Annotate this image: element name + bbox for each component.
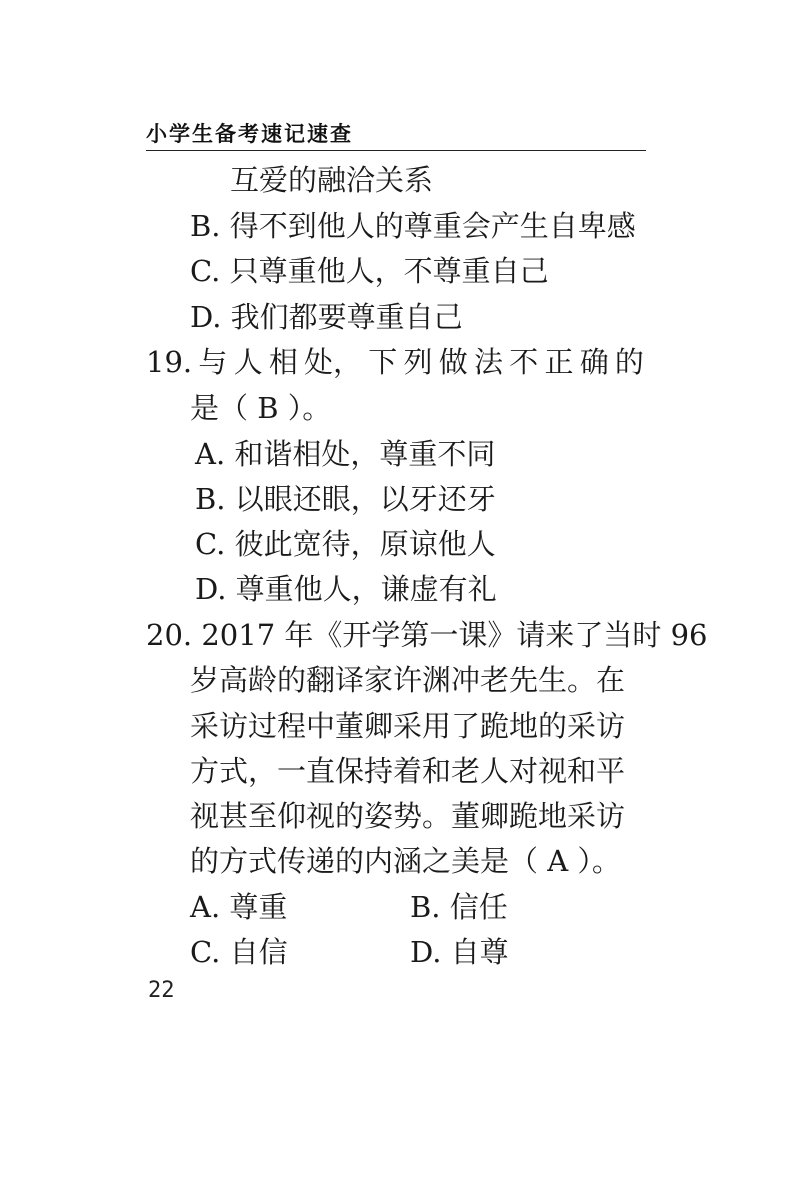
q19-stem (146, 345, 644, 379)
q20-stem-line6: 的方式传递的内涵之美是（ A ）。 (190, 844, 621, 878)
q19-stem-char: 处， (304, 345, 363, 379)
q19-option-b: B. 以眼还眼，以牙还牙 (195, 482, 496, 516)
q19-stem-line2: 是（ B ）。 (190, 391, 332, 425)
page-number: 22 (148, 978, 175, 1003)
q20-stem-line3: 采访过程中董卿采用了跪地的采访 (190, 709, 626, 743)
q19-option-a: A. 和谐相处，尊重不同 (195, 437, 496, 471)
q19-stem-char: 确 (579, 345, 609, 379)
q20-option-d: D. 自尊 (410, 935, 509, 969)
q20-option-a: A. 尊重 (190, 890, 288, 924)
q19-stem-char: 的 (614, 345, 644, 379)
q19-option-c: C. 彼此宽待，原谅他人 (195, 527, 496, 561)
q19-stem-char: 正 (544, 345, 574, 379)
q19-number: 19. (146, 345, 193, 379)
q19-stem-char: 相 (268, 345, 298, 379)
q20-option-b: B. 信任 (410, 890, 508, 924)
q18-option-d: D. 我们都要尊重自己 (190, 300, 463, 334)
q20-stem-line5: 视甚至仰视的姿势。董卿跪地采访 (190, 799, 626, 833)
q19-stem-char: 不 (509, 345, 539, 379)
q19-stem-char: 做 (438, 345, 468, 379)
running-header: 小学生备考速记速查 (146, 122, 353, 146)
q20-option-c: C. 自信 (190, 935, 288, 969)
q19-stem-char: 列 (403, 345, 433, 379)
q20-stem-line4: 方式，一直保持着和老人对视和平 (190, 754, 626, 788)
q19-stem-char: 人 (233, 345, 263, 379)
q18-option-b: B. 得不到他人的尊重会产生自卑感 (190, 209, 636, 243)
q18-option-c: C. 只尊重他人，不尊重自己 (190, 254, 549, 288)
q19-stem-char: 法 (473, 345, 503, 379)
q19-option-d: D. 尊重他人，谦虚有礼 (195, 572, 497, 606)
header-rule (146, 150, 646, 151)
q20-stem-line2: 岁高龄的翻译家许渊冲老先生。在 (190, 663, 626, 697)
q19-stem-char: 与 (198, 345, 228, 379)
q18-continuation: 互爱的融洽关系 (230, 163, 434, 197)
q19-stem-char: 下 (368, 345, 398, 379)
q20-stem-line1: 20. 2017 年《开学第一课》请来了当时 96 (146, 618, 708, 652)
